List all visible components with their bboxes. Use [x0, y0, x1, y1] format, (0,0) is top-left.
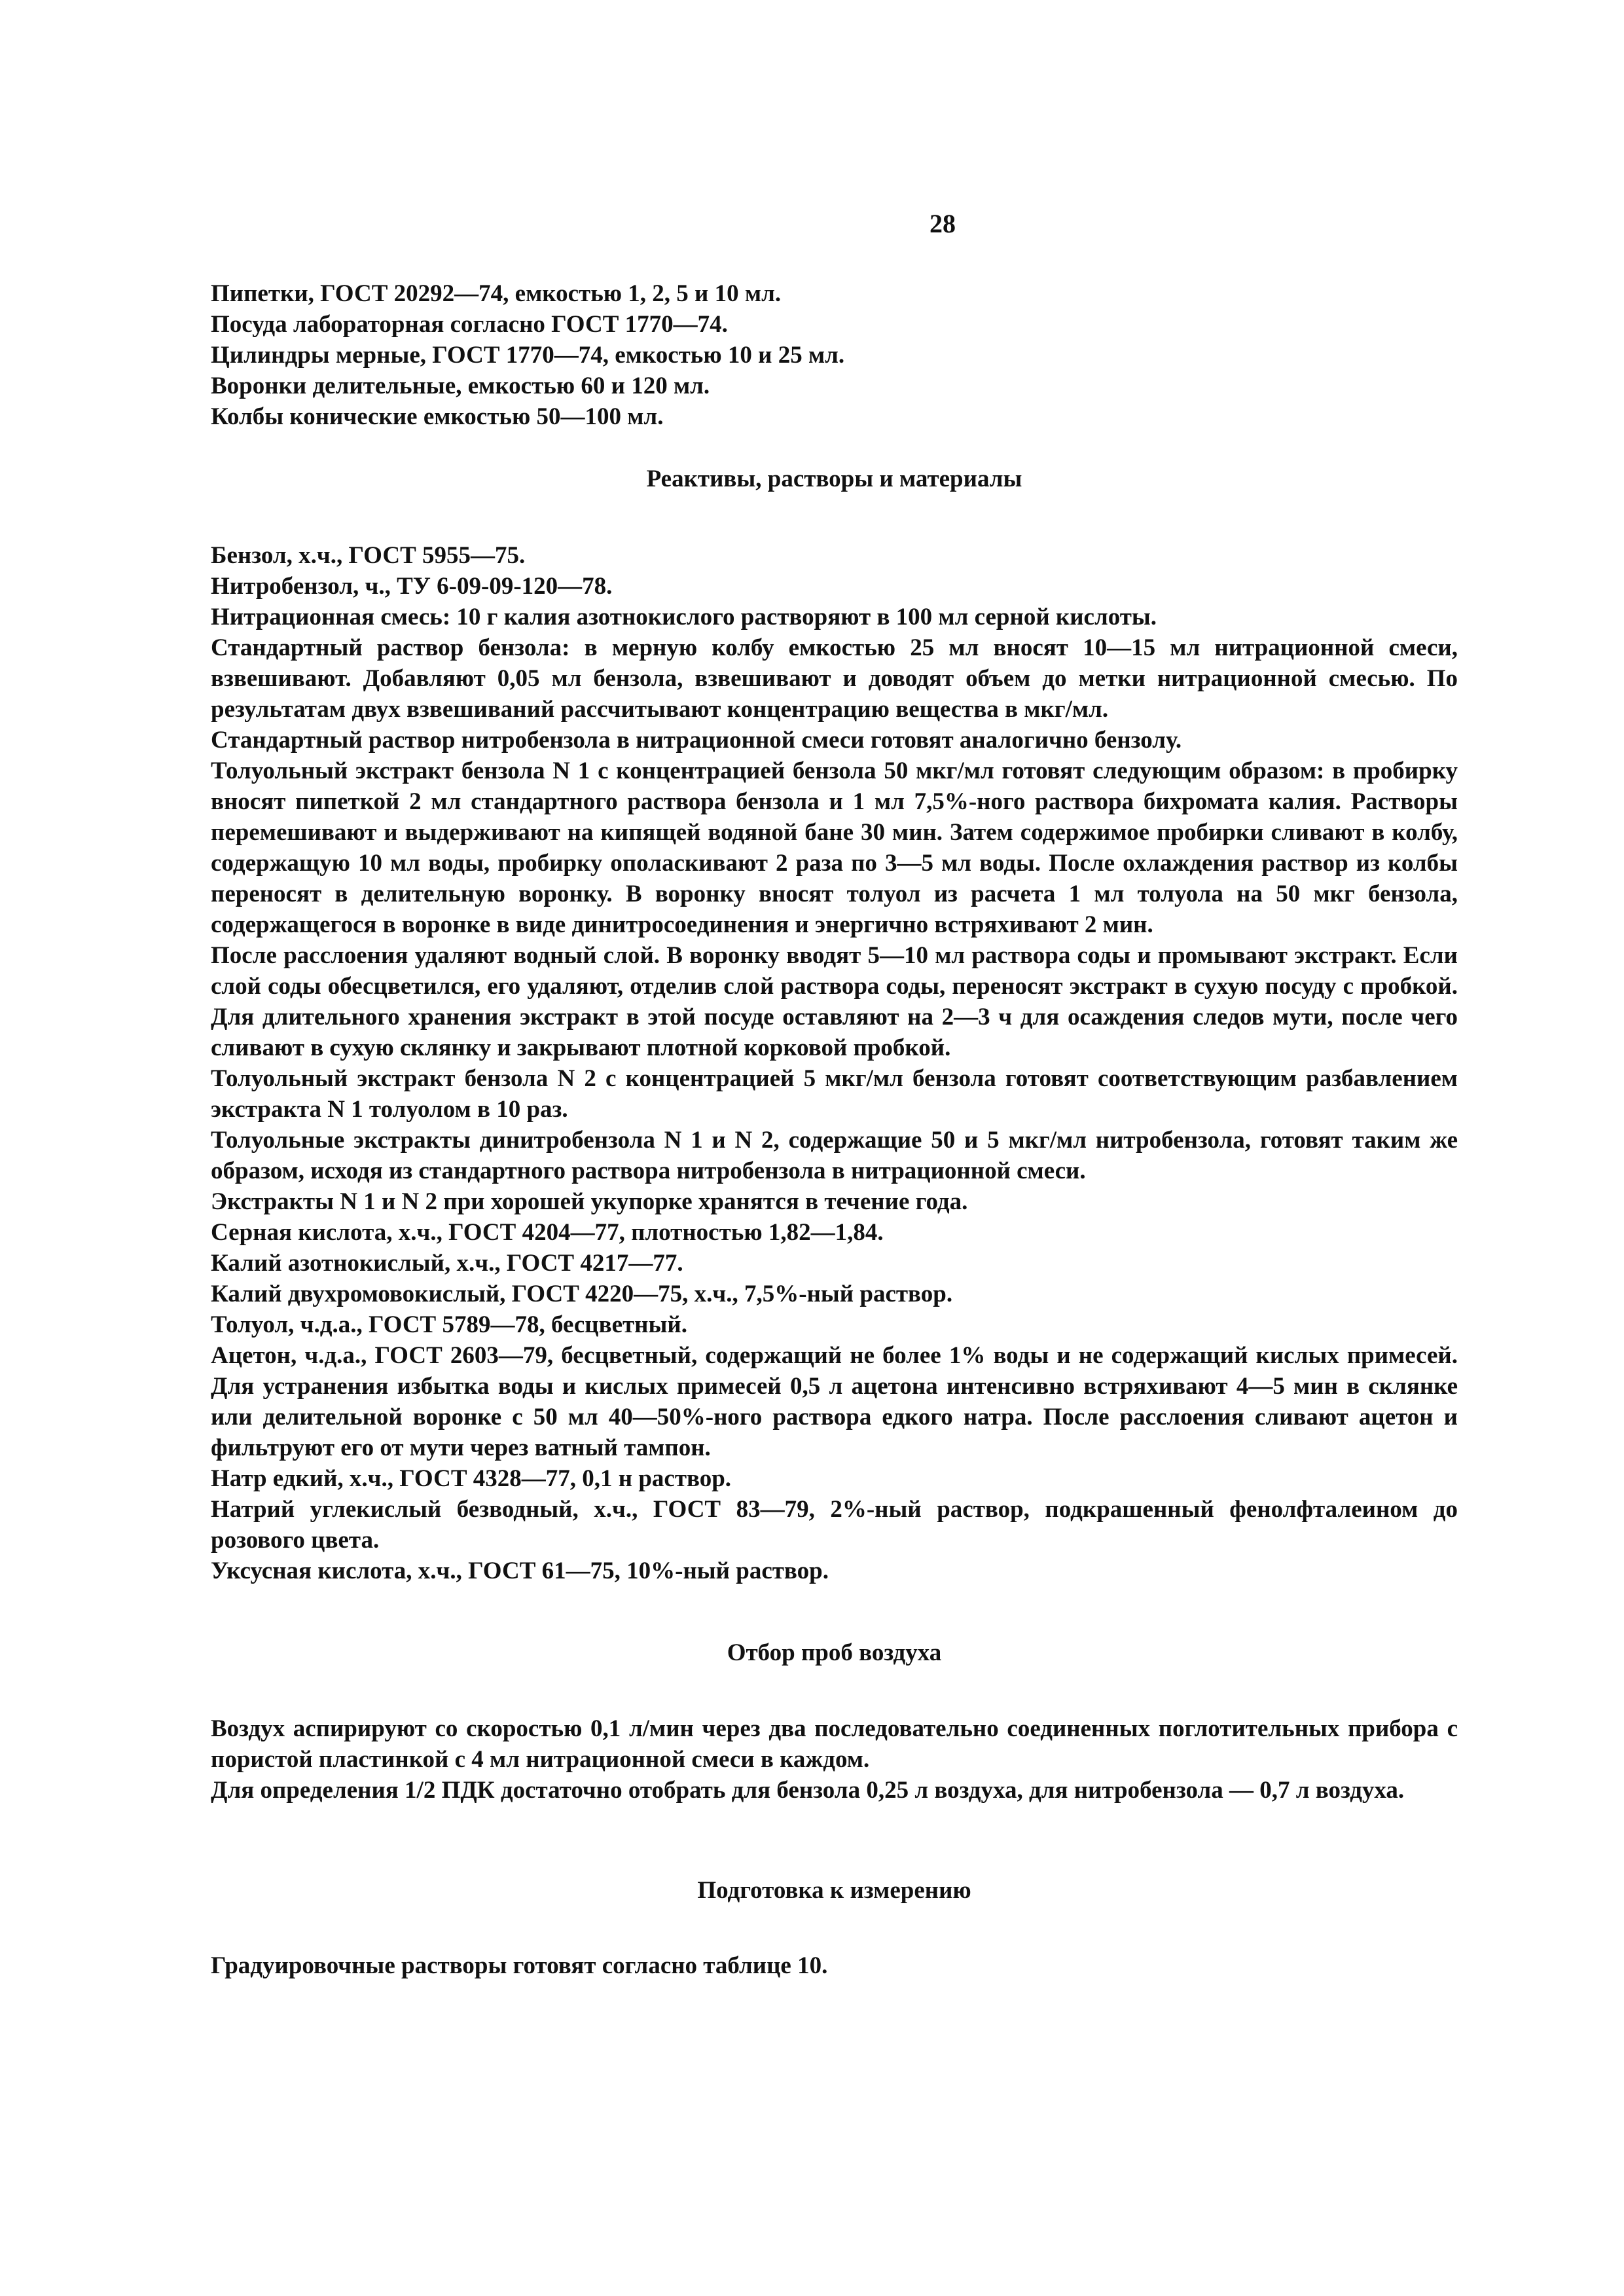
paragraph: Ацетон, ч.д.а., ГОСТ 2603—79, бесцветный, содержащий не более 1% воды и не содержащий кислых примесей. Для устранения избытка воды и кислых примесей 0,5 л ацетона интенсивно встряхивают 4—5 мин в склянке или делительной воронке с 50 мл 40—50%-ного раствора едкого натра. После расслоения сливают ацетон и фильтруют его от мути через ватный тампон.	[211, 1342, 1458, 1461]
paragraph: Серная кислота, х.ч., ГОСТ 4204—77, плотностью 1,82—1,84.	[211, 1219, 884, 1246]
list-item: Колбы конические емкостью 50—100 мл.	[211, 403, 664, 430]
paragraph: Толуол, ч.д.а., ГОСТ 5789—78, бесцветный.	[211, 1311, 687, 1338]
reagents-section	[211, 540, 1458, 1586]
paragraph: Натр едкий, х.ч., ГОСТ 4328—77, 0,1 н раствор.	[211, 1465, 732, 1492]
page-number: 28	[929, 209, 956, 238]
paragraph: Воздух аспирируют со скоростью 0,1 л/мин через два последовательно соединенных поглотительных прибора с пористой пластинкой с 4 мл нитрационной смеси в каждом.	[211, 1715, 1458, 1773]
list-item: Пипетки, ГОСТ 20292—74, емкостью 1, 2, 5 и 10 мл.	[211, 280, 782, 307]
paragraph: Стандартный раствор нитробензола в нитрационной смеси готовят аналогично бензолу.	[211, 727, 1182, 754]
paragraph: Бензол, х.ч., ГОСТ 5955—75.	[211, 542, 526, 569]
paragraph: Калий азотнокислый, х.ч., ГОСТ 4217—77.	[211, 1250, 683, 1277]
list-item: Цилиндры мерные, ГОСТ 1770—74, емкостью 10 и 25 мл.	[211, 342, 845, 369]
paragraph: Натрий углекислый безводный, х.ч., ГОСТ 83—79, 2%-ный раствор, подкрашенный фенолфталеином до розового цвета.	[211, 1496, 1458, 1554]
preparation-section	[211, 1950, 1458, 1981]
paragraph: Толуольные экстракты динитробензола N 1 и N 2, содержащие 50 и 5 мкг/мл нитробензола, готовят таким же образом, исходя из стандартного раствора нитробензола в нитрационной смеси.	[211, 1127, 1458, 1184]
paragraph: Экстракты N 1 и N 2 при хорошей укупорке хранятся в течение года.	[211, 1188, 968, 1215]
sampling-section	[211, 1713, 1458, 1806]
section-heading-preparation: Подготовка к измерению	[697, 1877, 971, 1904]
paragraph: Для определения 1/2 ПДК достаточно отобрать для бензола 0,25 л воздуха, для нитробензола — 0,7 л воздуха.	[211, 1777, 1405, 1804]
section-heading-reagents: Реактивы, растворы и материалы	[646, 465, 1022, 492]
paragraph: Толуольный экстракт бензола N 2 с концентрацией 5 мкг/мл бензола готовят соответствующим разбавлением экстракта N 1 толуолом в 10 раз.	[211, 1065, 1458, 1123]
paragraph: Нитрационная смесь: 10 г калия азотнокислого растворяют в 100 мл серной кислоты.	[211, 604, 1157, 630]
paragraph: Калий двухромовокислый, ГОСТ 4220—75, х.ч., 7,5%-ный раствор.	[211, 1281, 953, 1307]
paragraph: После расслоения удаляют водный слой. В воронку вводят 5—10 мл раствора соды и промывают экстракт. Если слой соды обесцветился, его удаляют, отделив слой раствора соды, переносят экстракт в сухую посуду с пробкой. Для длительного хранения экстракт в этой посуде оставляют на 2—3 ч для осаждения следов мути, после чего сливают в сухую склянку и закрывают плотной корковой пробкой.	[211, 942, 1458, 1061]
equipment-list	[211, 278, 1458, 432]
paragraph: Толуольный экстракт бензола N 1 с концентрацией бензола 50 мкг/мл готовят следующим образом: в пробирку вносят пипеткой 2 мл стандартного раствора бензола и 1 мл 7,5%-ного раствора бихромата калия. Растворы перемешивают и выдерживают на кипящей водяной бане 30 мин. Затем содержимое пробирки сливают в колбу, содержащую 10 мл воды, пробирку ополаскивают 2 раза по 3—5 мл воды. После охлаждения раствор из колбы переносят в делительную воронку. В воронку вносят толуол из расчета 1 мл толуола на 50 мкг бензола, содержащегося в воронке в виде динитросоединения и энергично встряхивают 2 мин.	[211, 757, 1458, 938]
list-item: Воронки делительные, емкостью 60 и 120 мл.	[211, 373, 710, 399]
paragraph: Уксусная кислота, х.ч., ГОСТ 61—75, 10%-ный раствор.	[211, 1558, 829, 1584]
paragraph: Градуировочные растворы готовят согласно таблице 10.	[211, 1952, 828, 1979]
paragraph: Нитробензол, ч., ТУ 6-09-09-120—78.	[211, 573, 613, 600]
paragraph: Стандартный раствор бензола: в мерную колбу емкостью 25 мл вносят 10—15 мл нитрационной смеси, взвешивают. Добавляют 0,05 мл бензола, взвешивают и доводят объем до метки нитрационной смесью. По результатам двух взвешиваний рассчитывают концентрацию вещества в мкг/мл.	[211, 634, 1458, 723]
list-item: Посуда лабораторная согласно ГОСТ 1770—74.	[211, 311, 728, 338]
section-heading-sampling: Отбор проб воздуха	[727, 1639, 942, 1666]
